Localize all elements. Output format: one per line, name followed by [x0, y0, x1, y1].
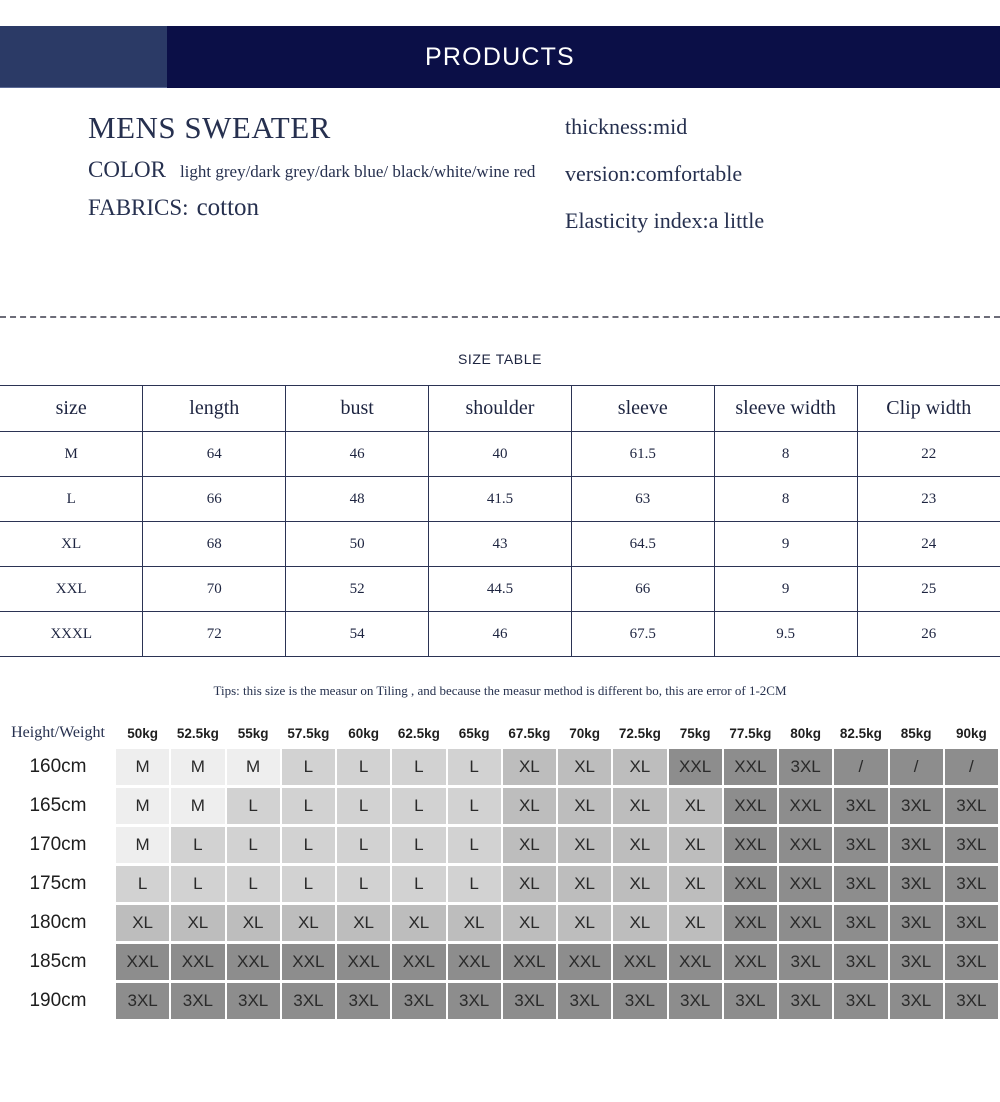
size-recommendation-cell: L	[448, 788, 501, 824]
size-recommendation-cell: XL	[171, 905, 224, 941]
size-recommendation-cell: XL	[558, 827, 611, 863]
size-recommendation-cell: XL	[669, 788, 722, 824]
size-recommendation-cell: XXL	[116, 944, 169, 980]
weight-column-header: 72.5kg	[618, 725, 661, 741]
size-recommendation-cell: XL	[503, 827, 556, 863]
size-recommendation-cell: XL	[282, 905, 335, 941]
measurement-cell: 8	[714, 432, 857, 477]
size-recommendation-cell: XL	[613, 827, 666, 863]
size-table-header-cell: size	[0, 386, 143, 432]
size-recommendation-cell: XXL	[779, 827, 832, 863]
size-recommendation-cell: XXL	[337, 944, 390, 980]
size-table	[0, 385, 1000, 657]
size-recommendation-cell: XXL	[724, 788, 777, 824]
size-recommendation-cell: L	[282, 827, 335, 863]
size-recommendation-cell: L	[227, 827, 280, 863]
table-row	[0, 432, 1000, 477]
measurement-cell: 64	[143, 432, 286, 477]
measurement-cell: 26	[857, 612, 1000, 657]
fabrics-row	[88, 195, 535, 221]
size-recommendation-cell: L	[337, 788, 390, 824]
size-recommendation-cell: L	[171, 866, 224, 902]
size-recommendation-cell: 3XL	[779, 983, 832, 1019]
weight-column-header: 90kg	[955, 725, 987, 741]
table-row	[0, 612, 1000, 657]
size-recommendation-cell: /	[945, 749, 998, 785]
size-recommendation-cell: L	[337, 749, 390, 785]
size-recommendation-cell: L	[116, 866, 169, 902]
size-recommendation-cell: 3XL	[834, 788, 887, 824]
hw-grid-row	[2, 944, 998, 980]
size-recommendation-cell: XL	[116, 905, 169, 941]
height-row-label: 190cm	[2, 983, 114, 1019]
weight-column-header: 65kg	[458, 725, 490, 741]
size-recommendation-cell: XL	[613, 749, 666, 785]
size-table-header-cell: shoulder	[429, 386, 572, 432]
size-recommendation-cell: L	[392, 827, 445, 863]
table-row	[0, 477, 1000, 522]
size-recommendation-cell: 3XL	[945, 827, 998, 863]
size-recommendation-cell: 3XL	[613, 983, 666, 1019]
hw-grid-row	[2, 905, 998, 941]
measurement-cell: 66	[143, 477, 286, 522]
height-row-label: 165cm	[2, 788, 114, 824]
size-recommendation-cell: 3XL	[890, 905, 943, 941]
hw-grid-row	[2, 983, 998, 1019]
size-recommendation-cell: XXL	[669, 944, 722, 980]
color-row	[88, 157, 535, 187]
size-recommendation-cell: L	[227, 788, 280, 824]
size-recommendation-cell: XXL	[282, 944, 335, 980]
measurement-cell: 66	[571, 567, 714, 612]
size-table-header-cell: length	[143, 386, 286, 432]
size-recommendation-cell: XL	[669, 866, 722, 902]
weight-column-header: 57.5kg	[287, 725, 330, 741]
top-white-strip	[0, 0, 1000, 26]
hw-grid-row	[2, 866, 998, 902]
size-recommendation-cell: M	[116, 788, 169, 824]
product-title: MENS SWEATER	[88, 110, 331, 145]
size-recommendation-cell: XXL	[613, 944, 666, 980]
size-recommendation-cell: XXL	[503, 944, 556, 980]
size-recommendation-cell: 3XL	[834, 827, 887, 863]
size-recommendation-cell: XL	[227, 905, 280, 941]
weight-column-header: 50kg	[127, 725, 159, 741]
height-row-label: 180cm	[2, 905, 114, 941]
measurement-cell: 9	[714, 522, 857, 567]
size-recommendation-cell: 3XL	[890, 788, 943, 824]
weight-column-header: 75kg	[679, 725, 711, 741]
size-table-header-cell: sleeve	[571, 386, 714, 432]
size-recommendation-cell: XL	[558, 905, 611, 941]
measurement-cell: 24	[857, 522, 1000, 567]
measurement-cell: 9	[714, 567, 857, 612]
size-recommendation-cell: 3XL	[227, 983, 280, 1019]
size-recommendation-cell: XL	[503, 788, 556, 824]
height-row-label: 170cm	[2, 827, 114, 863]
size-table-header-cell: bust	[286, 386, 429, 432]
table-row	[0, 522, 1000, 567]
size-recommendation-cell: XXL	[724, 827, 777, 863]
size-recommendation-cell: L	[392, 749, 445, 785]
size-recommendation-cell: 3XL	[834, 983, 887, 1019]
thickness-text: thickness:mid	[565, 114, 688, 139]
size-recommendation-cell: 3XL	[834, 944, 887, 980]
hw-grid-row	[2, 827, 998, 863]
size-recommendation-cell: XL	[558, 788, 611, 824]
measurement-cell: 63	[571, 477, 714, 522]
weight-column-header: 70kg	[569, 725, 601, 741]
measurement-cell: 68	[143, 522, 286, 567]
size-recommendation-cell: XL	[613, 866, 666, 902]
hw-grid-body	[2, 749, 998, 1019]
size-recommendation-cell: 3XL	[834, 905, 887, 941]
size-recommendation-cell: XL	[503, 749, 556, 785]
size-recommendation-cell: XXL	[171, 944, 224, 980]
measurement-cell: 43	[429, 522, 572, 567]
measurement-cell: 46	[286, 432, 429, 477]
size-recommendation-cell: XL	[669, 905, 722, 941]
weight-column-header: 62.5kg	[397, 725, 440, 741]
size-recommendation-cell: XL	[613, 788, 666, 824]
size-recommendation-cell: M	[227, 749, 280, 785]
size-recommendation-cell: L	[282, 788, 335, 824]
weight-column-header: 60kg	[348, 725, 380, 741]
size-recommendation-cell: L	[448, 827, 501, 863]
version-text: version:comfortable	[565, 161, 743, 186]
size-recommendation-cell: 3XL	[890, 827, 943, 863]
size-recommendation-cell: XL	[503, 866, 556, 902]
size-recommendation-cell: L	[448, 749, 501, 785]
size-table-header-row	[0, 386, 1000, 432]
measurement-cell: 22	[857, 432, 1000, 477]
weight-column-header: 82.5kg	[839, 725, 882, 741]
size-recommendation-cell: 3XL	[503, 983, 556, 1019]
size-recommendation-cell: XXL	[779, 905, 832, 941]
size-recommendation-cell: /	[890, 749, 943, 785]
height-row-label: 175cm	[2, 866, 114, 902]
size-recommendation-cell: XL	[503, 905, 556, 941]
measurement-cell: 8	[714, 477, 857, 522]
size-name-cell: L	[0, 477, 143, 522]
size-recommendation-cell: XXL	[669, 749, 722, 785]
size-recommendation-cell: 3XL	[558, 983, 611, 1019]
elasticity-text: Elasticity index:a little	[565, 208, 765, 233]
size-recommendation-cell: XL	[448, 905, 501, 941]
measurement-cell: 40	[429, 432, 572, 477]
size-recommendation-cell: M	[171, 788, 224, 824]
size-recommendation-cell: 3XL	[890, 944, 943, 980]
header-banner	[0, 26, 1000, 88]
fabrics-label: FABRICS:	[88, 194, 189, 220]
size-name-cell: XXL	[0, 567, 143, 612]
size-recommendation-cell: L	[337, 827, 390, 863]
product-description-section	[0, 88, 1000, 316]
size-recommendation-cell: 3XL	[945, 788, 998, 824]
height-weight-grid-wrapper	[0, 721, 1000, 1022]
measurement-cell: 25	[857, 567, 1000, 612]
size-recommendation-cell: XXL	[724, 905, 777, 941]
hw-grid-row	[2, 749, 998, 785]
size-recommendation-cell: 3XL	[779, 749, 832, 785]
size-recommendation-cell: XL	[558, 866, 611, 902]
size-recommendation-cell: 3XL	[724, 983, 777, 1019]
size-recommendation-cell: XL	[392, 905, 445, 941]
size-recommendation-cell: XL	[337, 905, 390, 941]
size-recommendation-cell: L	[448, 866, 501, 902]
measurement-cell: 54	[286, 612, 429, 657]
size-recommendation-cell: XL	[558, 749, 611, 785]
size-recommendation-cell: 3XL	[890, 866, 943, 902]
size-recommendation-cell: M	[116, 827, 169, 863]
size-table-header-cell: Clip width	[857, 386, 1000, 432]
measurement-cell: 46	[429, 612, 572, 657]
measurement-cell: 70	[143, 567, 286, 612]
hw-corner-label: Height/Weight	[11, 724, 105, 741]
size-table-tips: Tips: this size is the measur on Tiling , and because the measur method is different bo, this are error of 1-2CM	[213, 683, 787, 698]
measurement-cell: 67.5	[571, 612, 714, 657]
size-recommendation-cell: L	[227, 866, 280, 902]
height-weight-grid	[0, 721, 1000, 1022]
size-name-cell: XXXL	[0, 612, 143, 657]
measurement-cell: 48	[286, 477, 429, 522]
size-recommendation-cell: XXL	[227, 944, 280, 980]
size-recommendation-cell: 3XL	[890, 983, 943, 1019]
size-table-body	[0, 432, 1000, 657]
size-recommendation-cell: 3XL	[945, 866, 998, 902]
description-right-column	[565, 116, 764, 257]
height-row-label: 160cm	[2, 749, 114, 785]
weight-column-header: 85kg	[900, 725, 932, 741]
size-recommendation-cell: XXL	[558, 944, 611, 980]
size-name-cell: M	[0, 432, 143, 477]
size-table-header-cell: sleeve width	[714, 386, 857, 432]
size-recommendation-cell: XXL	[392, 944, 445, 980]
size-recommendation-cell: 3XL	[945, 905, 998, 941]
size-recommendation-cell: 3XL	[945, 983, 998, 1019]
measurement-cell: 61.5	[571, 432, 714, 477]
color-label: COLOR	[88, 157, 166, 182]
measurement-cell: 41.5	[429, 477, 572, 522]
size-recommendation-cell: 3XL	[448, 983, 501, 1019]
size-recommendation-cell: 3XL	[392, 983, 445, 1019]
weight-column-header: 80kg	[790, 725, 822, 741]
size-recommendation-cell: L	[282, 866, 335, 902]
description-left-column	[88, 110, 535, 221]
measurement-cell: 52	[286, 567, 429, 612]
table-row	[0, 567, 1000, 612]
size-recommendation-cell: L	[337, 866, 390, 902]
banner-title: PRODUCTS	[425, 42, 575, 71]
height-row-label: 185cm	[2, 944, 114, 980]
hw-header-row	[2, 724, 998, 746]
measurement-cell: 64.5	[571, 522, 714, 567]
weight-column-header: 77.5kg	[729, 725, 772, 741]
size-recommendation-cell: 3XL	[779, 944, 832, 980]
size-recommendation-cell: L	[282, 749, 335, 785]
size-recommendation-cell: XL	[669, 827, 722, 863]
weight-column-header: 67.5kg	[508, 725, 551, 741]
size-recommendation-cell: XXL	[724, 749, 777, 785]
size-recommendation-cell: /	[834, 749, 887, 785]
size-recommendation-cell: XXL	[779, 788, 832, 824]
measurement-cell: 50	[286, 522, 429, 567]
measurement-cell: 44.5	[429, 567, 572, 612]
size-recommendation-cell: XXL	[448, 944, 501, 980]
size-name-cell: XL	[0, 522, 143, 567]
size-recommendation-cell: XXL	[724, 944, 777, 980]
color-value: light grey/dark grey/dark blue/ black/white/wine red	[179, 162, 536, 181]
size-recommendation-cell: 3XL	[282, 983, 335, 1019]
size-recommendation-cell: XXL	[779, 866, 832, 902]
size-recommendation-cell: L	[392, 788, 445, 824]
size-recommendation-cell: 3XL	[337, 983, 390, 1019]
measurement-cell: 23	[857, 477, 1000, 522]
size-recommendation-cell: M	[116, 749, 169, 785]
weight-column-header: 52.5kg	[176, 725, 219, 741]
size-recommendation-cell: M	[171, 749, 224, 785]
size-recommendation-cell: XL	[613, 905, 666, 941]
size-recommendation-cell: XXL	[724, 866, 777, 902]
size-recommendation-cell: L	[392, 866, 445, 902]
size-recommendation-cell: 3XL	[669, 983, 722, 1019]
weight-column-header: 55kg	[237, 725, 269, 741]
size-recommendation-cell: 3XL	[945, 944, 998, 980]
measurement-cell: 9.5	[714, 612, 857, 657]
size-recommendation-cell: 3XL	[171, 983, 224, 1019]
size-recommendation-cell: 3XL	[834, 866, 887, 902]
hw-grid-row	[2, 788, 998, 824]
fabrics-value: cotton	[196, 193, 260, 221]
measurement-cell: 72	[143, 612, 286, 657]
size-recommendation-cell: L	[171, 827, 224, 863]
size-table-caption: SIZE TABLE	[457, 351, 543, 367]
size-recommendation-cell: 3XL	[116, 983, 169, 1019]
